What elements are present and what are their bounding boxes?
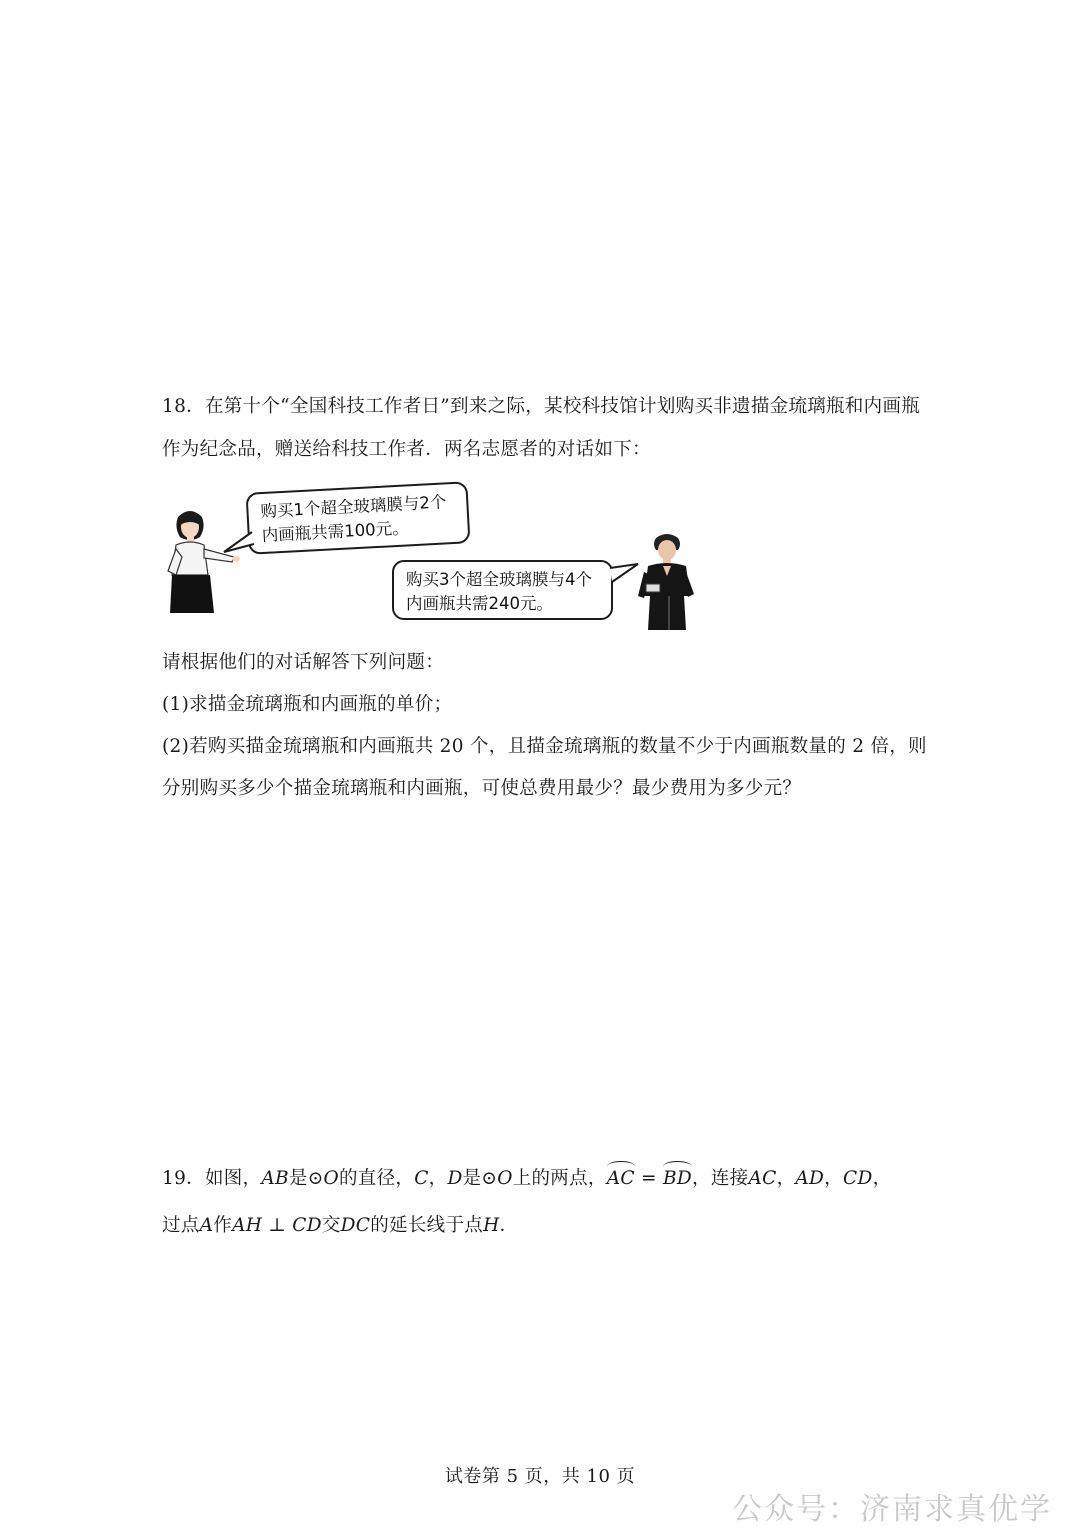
q19-math-ab: AB (261, 1168, 289, 1189)
woman-volunteer-illustration (160, 505, 240, 615)
q19-text: ， (872, 1168, 892, 1189)
q19-perpendicular: ⊥ (262, 1215, 293, 1236)
q19-math-dc: DC (340, 1215, 371, 1236)
q19-math-ah: AH (232, 1215, 263, 1236)
q19-math-o: O (323, 1168, 339, 1189)
bubble-1-line-2: 内画瓶共需100元。 (261, 518, 410, 546)
question-18-text-line-2: 作为纪念品，赠送给科技工作者．两名志愿者的对话如下： (162, 439, 651, 460)
q19-text: 是⊙ (288, 1168, 324, 1189)
speech-bubble-woman-tail (222, 530, 256, 556)
q19-text: 过点 (162, 1215, 200, 1236)
q19-math-o: O (497, 1168, 513, 1189)
q19-math-a: A (199, 1215, 214, 1236)
q19-text: 的直径， (338, 1168, 415, 1189)
man-volunteer-illustration (632, 532, 702, 632)
q19-arc-ac: AC (607, 1166, 635, 1192)
question-18-part-2-line-1: (2)若购买描金琉璃瓶和内画瓶共 20 个，且描金琉璃瓶的数量不少于内画瓶数量的 2 倍，则 (162, 736, 927, 757)
q19-text: 的延长线于点 (370, 1215, 484, 1236)
q19-text: ，连接 (692, 1168, 749, 1189)
q19-math-h: H (483, 1215, 500, 1236)
q19-text: 交 (321, 1215, 341, 1236)
q19-text: 19．如图， (162, 1168, 262, 1189)
q19-text: ． (499, 1215, 519, 1236)
q19-arc-bd: BD (663, 1166, 692, 1192)
q19-math-cd: CD (842, 1168, 873, 1189)
q19-equals: = (634, 1168, 663, 1189)
q19-math-d: D (447, 1168, 463, 1189)
q19-math-ac: AC (748, 1168, 777, 1189)
q19-text: ， (428, 1168, 448, 1189)
watermark: 公众号：济南求真优学 (732, 1492, 1052, 1527)
bubble-2-line-2: 内画瓶共需240元。 (406, 594, 553, 613)
bubble-1-line-1: 购买1个超全玻璃膜与2个 (260, 492, 447, 522)
question-18-text-line-1: 18．在第十个“全国科技工作者日”到来之际，某校科技馆计划购买非遗描金琉璃瓶和内画瓶 (162, 396, 921, 417)
q19-math-cd: CD (292, 1215, 322, 1236)
q19-text: 作 (213, 1215, 233, 1236)
page-footer: 试卷第 5 页，共 10 页 (444, 1466, 636, 1487)
question-18-part-2-line-2: 分别购买多少个描金琉璃瓶和内画瓶，可使总费用最少？最少费用为多少元？ (162, 778, 802, 799)
bubble-2-line-1: 购买3个超全玻璃膜与4个 (406, 570, 592, 589)
q19-text: ， (824, 1168, 843, 1189)
q19-math-c: C (414, 1168, 429, 1189)
speech-bubble-woman (246, 481, 471, 555)
question-18-prompt: 请根据他们的对话解答下列问题： (162, 652, 445, 673)
question-18-part-1: (1)求描金琉璃瓶和内画瓶的单价； (162, 694, 453, 715)
q19-text: ， (776, 1168, 796, 1189)
q19-text: 是⊙ (462, 1168, 498, 1189)
q19-math-ad: AD (795, 1168, 825, 1189)
speech-bubble-man (392, 560, 613, 620)
question-19-text-line-2 (162, 1213, 518, 1239)
question-19-text-line-1 (162, 1166, 891, 1192)
q19-text: 上的两点， (512, 1168, 607, 1189)
